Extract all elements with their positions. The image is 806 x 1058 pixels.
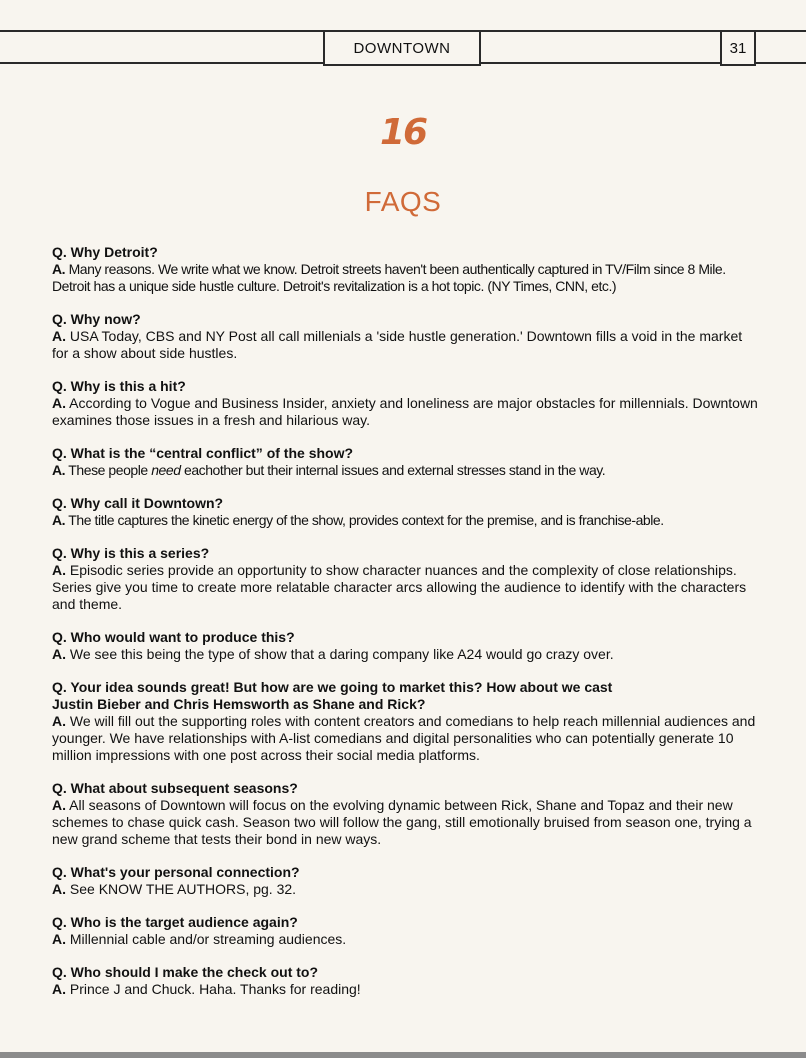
answer-text: Prince J and Chuck. Haha. Thanks for reading! — [69, 981, 361, 997]
answer-text: All seasons of Downtown will focus on the evolving dynamic between Rick, Shane and Topaz and their new schemes to chase quick cash. Season two will follow the gang, still emotionally bruised from season one, trying a new grand scheme that tests their bond in new ways. — [52, 797, 752, 847]
answer-prefix: A. — [52, 512, 66, 528]
faq-answer — [52, 562, 762, 613]
answer-prefix: A. — [52, 797, 66, 813]
answer-text: Millennial cable and/or streaming audiences. — [69, 931, 347, 947]
faq-item — [52, 914, 762, 948]
faq-item — [52, 679, 762, 764]
answer-text: We will fill out the supporting roles with content creators and comedians to help reach millennial audiences and younger. We have relationships with A-list comedians and digital personalities who can potentially generate 10 million impressions with one post across their social media platforms. — [52, 713, 756, 763]
answer-text: We see this being the type of show that a daring company like A24 would go crazy over. — [69, 646, 614, 662]
faq-question: Q. What about subsequent seasons? — [52, 780, 298, 796]
faq-answer — [52, 881, 762, 898]
running-header-title: DOWNTOWN — [323, 30, 481, 66]
faq-item — [52, 780, 762, 848]
faq-answer — [52, 395, 762, 429]
faq-question: Q. Who is the target audience again? — [52, 914, 298, 930]
answer-prefix: A. — [52, 462, 66, 478]
faq-item — [52, 244, 762, 295]
faq-item — [52, 864, 762, 898]
chapter-number: 16 — [379, 112, 427, 153]
answer-prefix: A. — [52, 562, 66, 578]
faq-answer — [52, 462, 762, 479]
faq-question: Q. Who should I make the check out to? — [52, 964, 319, 980]
answer-text: The title captures the kinetic energy of the show, provides context for the premise, and is franchise-able. — [68, 512, 664, 528]
answer-prefix: A. — [52, 328, 66, 344]
faq-question: Q. Your idea sounds great! But how are we going to market this? How about we cast Justin Bieber and Chris Hemsworth as Shane and Rick? — [52, 679, 613, 712]
bottom-rule — [0, 1052, 806, 1058]
faq-answer — [52, 328, 762, 362]
section-title: FAQS — [364, 186, 442, 217]
faq-question: Q. What's your personal connection? — [52, 864, 300, 880]
faq-question: Q. Why call it Downtown? — [52, 495, 224, 511]
faq-item — [52, 378, 762, 429]
faq-question: Q. Why Detroit? — [52, 244, 158, 260]
faq-item — [52, 495, 762, 529]
answer-prefix: A. — [52, 981, 66, 997]
faq-answer — [52, 713, 762, 764]
faq-answer — [52, 981, 762, 998]
faq-answer — [52, 646, 762, 663]
page-number: 31 — [720, 30, 756, 66]
faq-item — [52, 311, 762, 362]
faq-question: Q. What is the “central conflict” of the show? — [52, 445, 354, 461]
answer-text-start: These people — [68, 462, 152, 478]
answer-prefix: A. — [52, 881, 66, 897]
faq-item — [52, 545, 762, 613]
faq-answer — [52, 512, 762, 529]
faq-question: Q. Why is this a series? — [52, 545, 210, 561]
answer-emphasis: need — [151, 462, 181, 478]
answer-text-end: eachother but their internal issues and external stresses stand in the way. — [180, 462, 606, 478]
answer-text: See KNOW THE AUTHORS, pg. 32. — [69, 881, 297, 897]
faq-answer — [52, 931, 762, 948]
faq-item — [52, 629, 762, 663]
answer-prefix: A. — [52, 713, 66, 729]
faq-answer — [52, 797, 762, 848]
answer-prefix: A. — [52, 646, 66, 662]
answer-prefix: A. — [52, 261, 66, 277]
answer-prefix: A. — [52, 931, 66, 947]
answer-text: Many reasons. We write what we know. Detroit streets haven't been authentically captured in TV/Film since 8 Mile. Detroit has a unique side hustle culture. Detroit's revitalization is a hot topic. (NY Times, CNN, etc.) — [52, 261, 726, 294]
answer-text: Episodic series provide an opportunity to show character nuances and the complexity of close relationships. Series give you time to create more relatable character arcs allowing the audience to identify with the characters and theme. — [52, 562, 747, 612]
faq-answer — [52, 261, 762, 295]
faq-list — [52, 244, 762, 1014]
answer-text: USA Today, CBS and NY Post all call millenials a 'side hustle generation.' Downtown fills a void in the market for a show about side hustles. — [52, 328, 743, 361]
faq-question: Q. Why now? — [52, 311, 141, 327]
faq-question: Q. Who would want to produce this? — [52, 629, 295, 645]
faq-question: Q. Why is this a hit? — [52, 378, 186, 394]
answer-text: According to Vogue and Business Insider, anxiety and loneliness are major obstacles for millennials. Downtown examines those issues in a fresh and hilarious way. — [52, 395, 758, 428]
faq-item — [52, 445, 762, 479]
faq-item — [52, 964, 762, 998]
answer-prefix: A. — [52, 395, 66, 411]
